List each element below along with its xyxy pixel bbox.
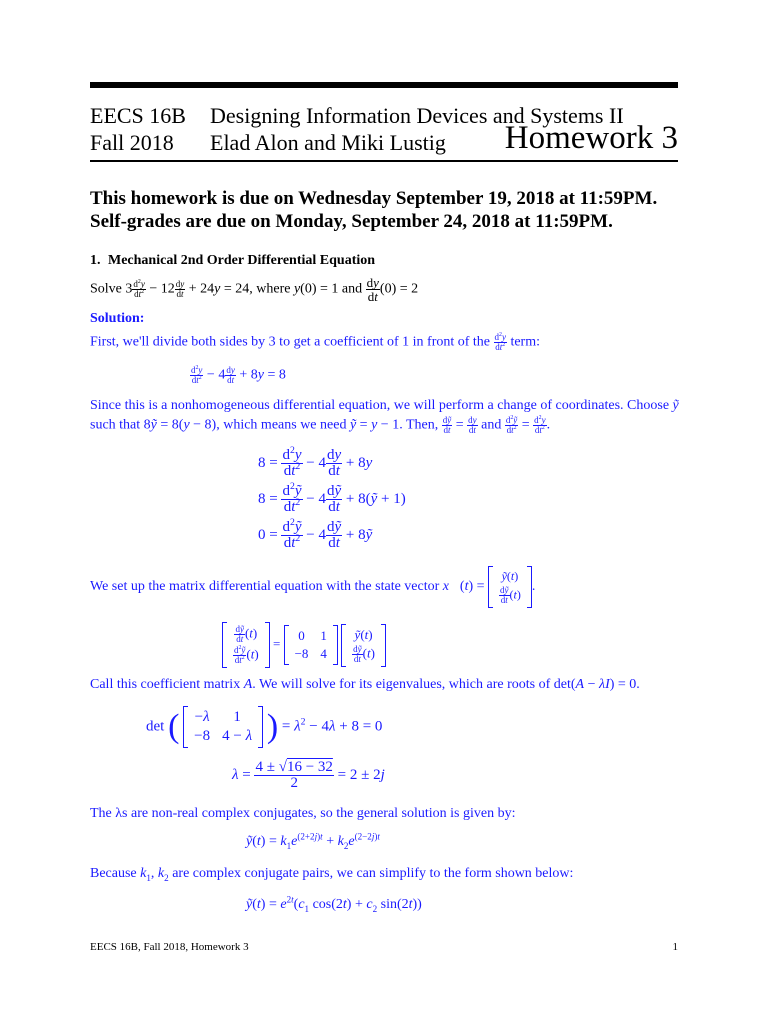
simplified-solution: ỹ(t) = $e^{2t}(c_1$ $\cos(2t) + c_2$ sin(2t)): [246, 894, 422, 914]
eq-align-3: 0 = $\frac{d^2ỹ}{dt^2}$ − 4 $\frac{\text{dỹ}}{dt}$ + 8ỹ: [258, 517, 373, 551]
eq-normalized: $\frac{d^2y}{dt^2}$ − 4 $\frac{dy}{dt}$ + 8y = 8: [191, 365, 286, 385]
eq-align-2: 8 = $\frac{d^2ỹ}{dt^2}$ − 4 $\frac{\text{dỹ}}{dt}$ + 8(ỹ + 1): [258, 481, 406, 515]
homework-title: Homework 3: [504, 120, 678, 156]
page-number: 1: [672, 941, 678, 953]
instructors: Elad Alon and Miki Lustig: [210, 130, 446, 155]
solution-para-4: Call this coefficient matrix A. We will solve for its eigenvalues, which are roots of det(A − λI) = 0.: [90, 677, 640, 692]
matrix-ode: $\frac{\text{dỹ}}{dt}$ (t) $\frac{d^2ỹ}{dt^2}$ (t) = 0 1 −8 4 ỹ(t) $\frac{\text{dỹ}}{dt}$ (t): [222, 622, 386, 668]
solution-para-2b: such that 8ỹ = 8(y − 8), which means we need ỹ = y − 1. Then, $\frac{\text{dỹ}}{dt}$ = $\frac{dy}{dt}$ and $\frac{d^2ỹ}{dt^2}$ = $\frac{d^2y}{dt^2}$ .: [90, 415, 551, 435]
solution-para-3: We set up the matrix differential equation with the state vector x⃗(t) = ỹ(t) $\frac{\text{dỹ}}{dt}$ (t) .: [90, 566, 535, 608]
problem-number: 1.: [90, 253, 101, 268]
course-code: EECS 16B: [90, 103, 186, 128]
eq-align-1: 8 = $\frac{d^2y}{dt^2}$ − 4 $\frac{dy}{dt}$ + 8y: [258, 445, 373, 479]
solution-para-5: The λs are non-real complex conjugates, so the general solution is given by:: [90, 806, 516, 821]
general-solution: ỹ(t) = $k_1e^{(2+2j)t} + k_2e^{(2-2j)t}$: [246, 831, 380, 851]
problem-heading: [90, 253, 375, 269]
eigenvalues: λ = $\frac{4 \pm √16 - 32}{2}$ = 2 ± 2j: [232, 759, 385, 791]
due-line-2: Self-grades are due on Monday, September 24, 2018 at 11:59PM.: [90, 211, 613, 232]
footer-left: EECS 16B, Fall 2018, Homework 3: [90, 941, 249, 953]
solution-para-1: First, we'll divide both sides by 3 to get a coefficient of 1 in front of the $\frac{d^2y}{dt^2}$ term:: [90, 332, 540, 352]
term: Fall 2018: [90, 130, 174, 155]
due-line-1: This homework is due on Wednesday September 19, 2018 at 11:59PM.: [90, 188, 658, 209]
header-top-rule: [90, 82, 678, 88]
solution-para-2a: Since this is a nonhomogeneous differential equation, we will perform a change of coordinates. Choose ỹ: [90, 398, 679, 413]
header-bottom-rule: [90, 160, 678, 162]
char-poly: det ( −λ 1 −8 4 − λ ) = $\lambda^2 - 4\lambda + 8 = 0$: [146, 706, 382, 748]
course-title: Designing Information Devices and Systems II: [210, 103, 624, 128]
solution-para-6: Because $k_1$, $k_2$ are complex conjugate pairs, we can simplify to the form shown below:: [90, 866, 574, 883]
solution-label: Solution:: [90, 311, 145, 326]
problem-title: Mechanical 2nd Order Differential Equation: [108, 253, 376, 268]
problem-statement: Solve 3 $\frac{d^2y}{dt^2}$ − 12 $\frac{dy}{dt}$ + 24y = 24, where y(0) = 1 and $\frac{dy}{dt}$ (0) = 2: [90, 275, 419, 304]
